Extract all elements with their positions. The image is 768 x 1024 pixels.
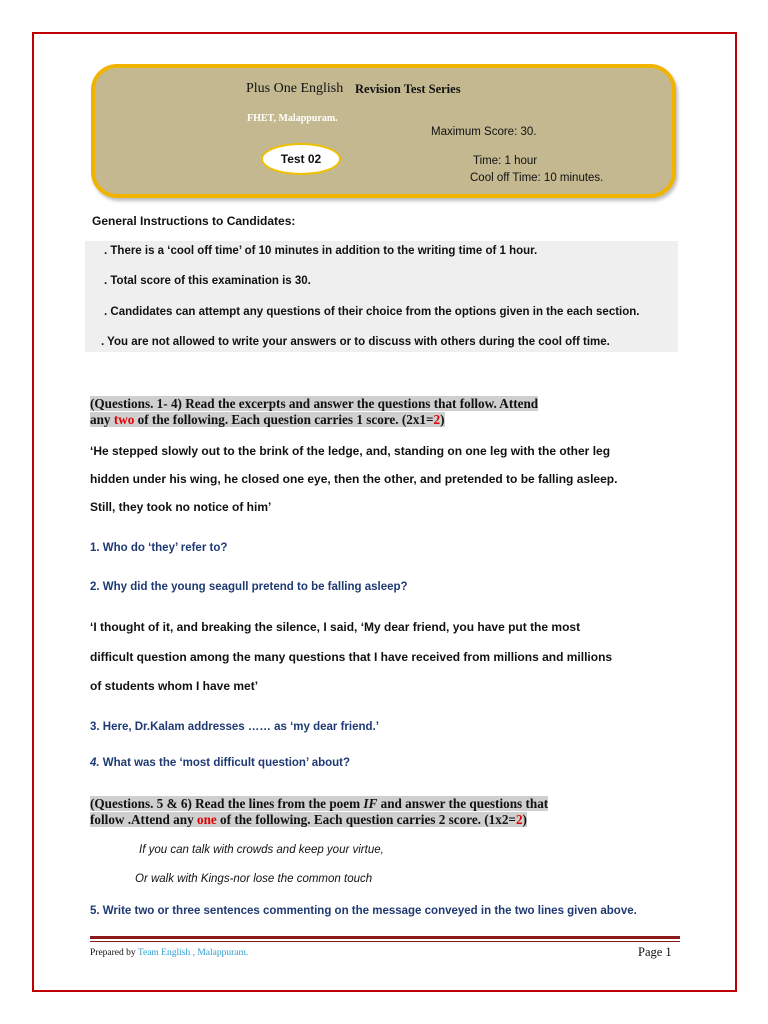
section1-heading-text: any [90,412,114,427]
instructions-title: General Instructions to Candidates: [92,214,296,228]
section1-total-score: 2 [433,412,441,427]
passage-line: hidden under his wing, he closed one eye, then the other, and pretended to be falling asleep. [90,472,618,486]
footer-divider [90,941,680,942]
question-4-number: 4. [90,757,100,769]
section1-heading-text: ) [440,412,445,427]
question-4 [90,757,350,769]
instruction-item: . You are not allowed to write your answers or to discuss with others during the cool off time. [101,336,610,348]
header-banner [91,64,676,198]
section2-heading [90,796,690,828]
passage-line: Still, they took no notice of him’ [90,500,272,514]
prepared-by-label: Prepared by [90,948,138,958]
footer-divider [90,936,680,939]
section2-heading-text: ) [522,812,527,827]
series-title: Revision Test Series [355,82,461,96]
instruction-item: . Candidates can attempt any questions of their choice from the options given in the each section. [104,306,640,318]
poem-title: IF [363,796,378,811]
instruction-item: . Total score of this examination is 30. [104,275,311,287]
passage-line: ‘He stepped slowly out to the brink of the ledge, and, standing on one leg with the other leg [90,444,611,458]
passage-line: ‘I thought of it, and breaking the silence, I said, ‘My dear friend, you have put the most [90,620,581,634]
section1-heading-text: of the following. Each question carries 1 score. (2x1= [134,412,434,427]
question-1: 1. Who do ‘they’ refer to? [90,542,228,554]
section2-heading-text: of the following. Each question carries 2 score. (1x2= [216,812,516,827]
organization: FHET, Malappuram. [247,113,338,124]
subject-title: Plus One English [246,81,344,96]
section1-attempt-count: two [113,412,135,427]
time-limit: Time: 1 hour [473,155,538,167]
section2-heading-text: and answer the questions that [377,796,549,811]
question-4-text: What was the ‘most difficult question’ about? [99,757,351,769]
poem-line: If you can talk with crowds and keep your virtue, [139,844,384,856]
test-number-badge: Test 02 [261,143,341,175]
question-3: 3. Here, Dr.Kalam addresses …… as ‘my dear friend.’ [90,721,379,733]
section2-heading-text: follow .Attend any [90,812,197,827]
section1-heading-line1: (Questions. 1- 4) Read the excerpts and answer the questions that follow. Attend [90,396,539,411]
poem-line: Or walk with Kings-nor lose the common touch [135,873,373,885]
question-2: 2. Why did the young seagull pretend to be falling asleep? [90,581,408,593]
maximum-score: Maximum Score: 30. [431,126,537,138]
instruction-item: . There is a ‘cool off time’ of 10 minutes in addition to the writing time of 1 hour. [104,245,538,257]
credit-name: Team English , Malappuram. [137,948,249,958]
passage-line: difficult question among the many questions that I have received from millions and millions [90,650,613,664]
question-5: 5. Write two or three sentences commenting on the message conveyed in the two lines given above. [90,905,637,917]
section2-attempt-count: one [196,812,217,827]
section2-heading-text: (Questions. 5 & 6) Read the lines from the poem [90,796,364,811]
section1-heading [90,396,690,428]
passage-line: of students whom I have met’ [90,679,259,693]
page-number: Page 1 [638,945,672,959]
section2-total-score: 2 [515,812,523,827]
footer-credit [90,948,248,958]
cool-off-time: Cool off Time: 10 minutes. [470,172,604,184]
